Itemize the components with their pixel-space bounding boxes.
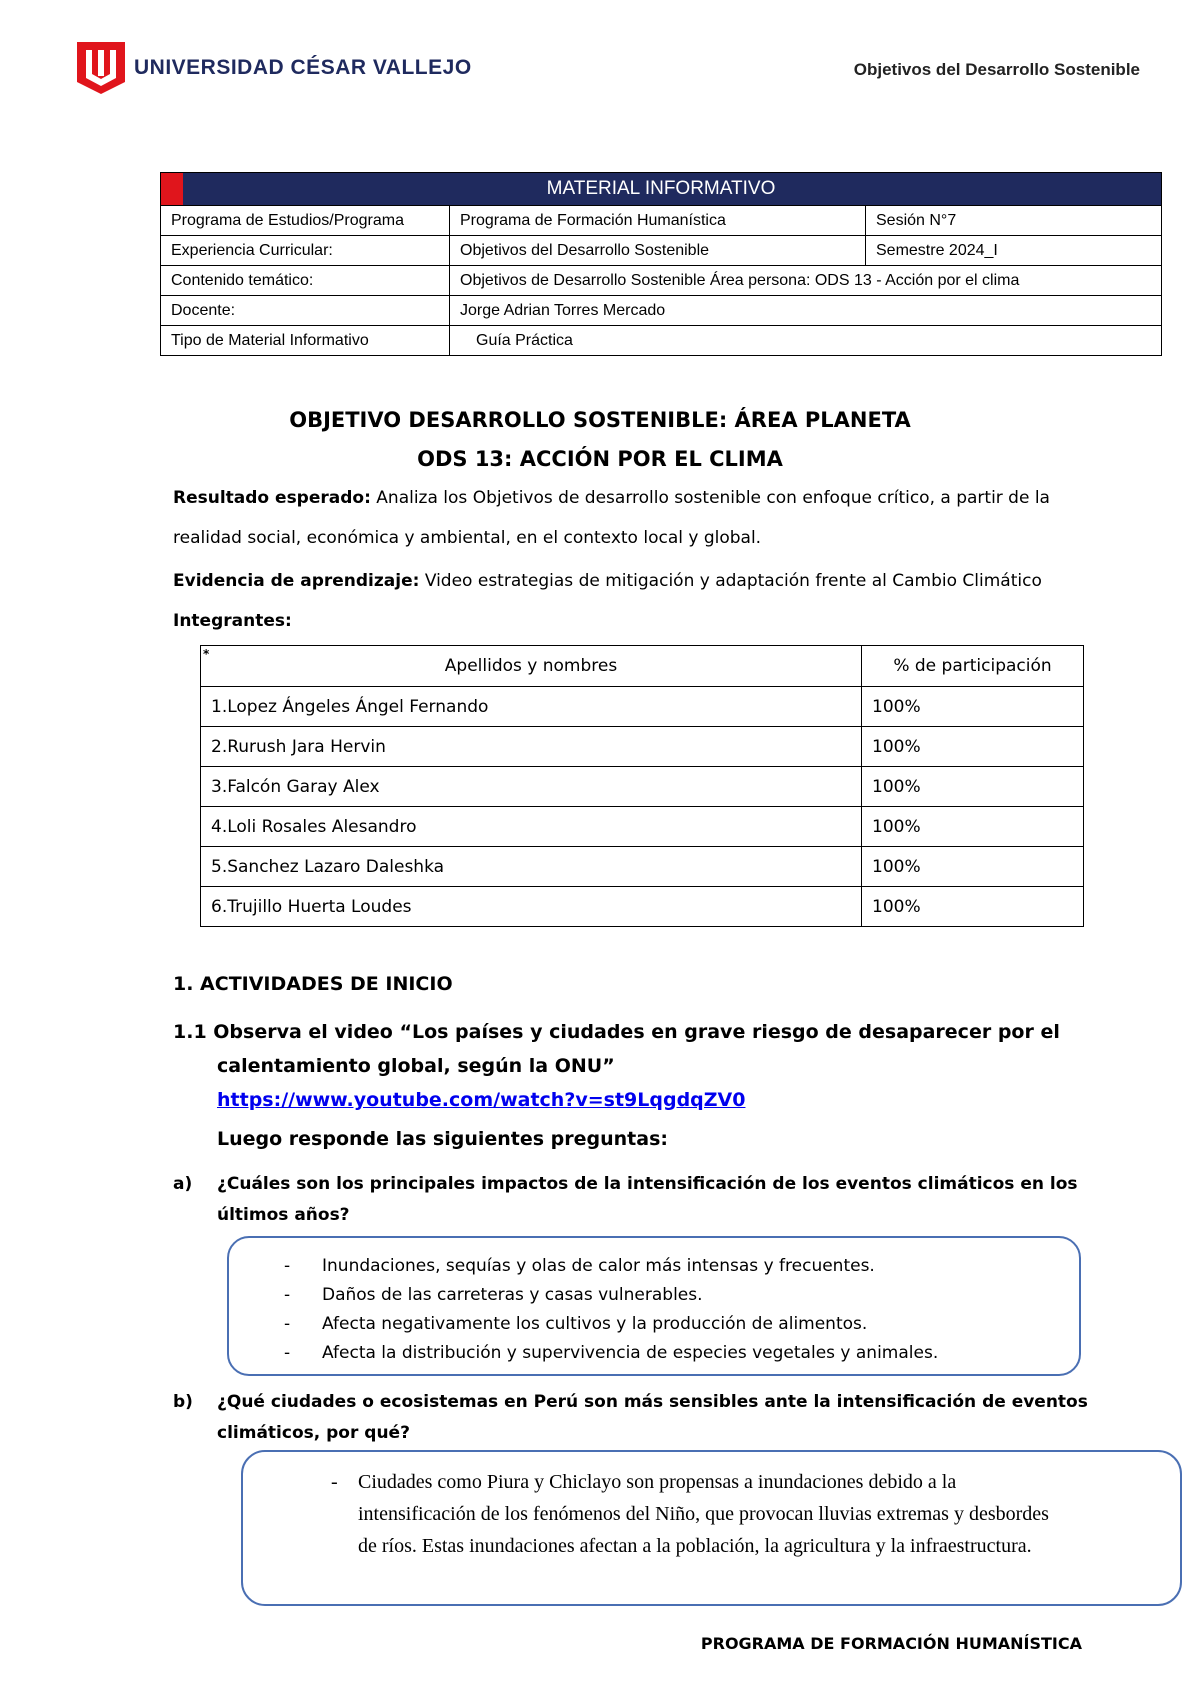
table-row xyxy=(201,687,1084,727)
member-name: 3.Falcón Garay Alex xyxy=(201,767,862,807)
table-row xyxy=(201,727,1084,767)
evidencia-label: Evidencia de aprendizaje: xyxy=(173,571,420,591)
list-item: - Daños de las carreteras y casas vulnerables. xyxy=(284,1281,1079,1310)
info-row-tipo xyxy=(161,326,1162,356)
info-cell: Experiencia Curricular: xyxy=(161,236,450,266)
resultado-paragraph xyxy=(173,478,1093,558)
question-b-label: b) xyxy=(173,1392,193,1412)
info-row-docente xyxy=(161,296,1162,326)
star-marker: * xyxy=(203,647,210,661)
question-a-line-1: ¿Cuáles son los principales impactos de la intensificación de los eventos climáticos en los xyxy=(217,1174,1078,1194)
info-cell: Contenido temático: xyxy=(161,266,450,296)
video-link[interactable]: https://www.youtube.com/watch?v=st9LqgdqZV0 xyxy=(217,1089,746,1111)
info-row-experiencia xyxy=(161,236,1162,266)
info-row-programa xyxy=(161,206,1162,236)
info-cell: Sesión N°7 xyxy=(866,206,1162,236)
document-title: OBJETIVO DESARROLLO SOSTENIBLE: ÁREA PLANETA xyxy=(289,408,911,432)
instructions-text: Luego responde las siguientes preguntas: xyxy=(217,1128,668,1150)
evidencia-text: Video estrategias de mitigación y adaptación frente al Cambio Climático xyxy=(419,571,1042,591)
member-percent: 100% xyxy=(862,847,1084,887)
question-a xyxy=(173,1169,1093,1231)
info-cell: Docente: xyxy=(161,296,450,326)
info-table-title xyxy=(161,173,1162,206)
info-cell: Programa de Formación Humanística xyxy=(450,206,866,236)
table-row xyxy=(201,847,1084,887)
answer-box-a xyxy=(227,1236,1081,1376)
member-percent: 100% xyxy=(862,887,1084,927)
header-name-text: Apellidos y nombres xyxy=(444,656,618,676)
answer-a-list xyxy=(229,1238,1079,1368)
question-b-line-1: ¿Qué ciudades o ecosistemas en Perú son más sensibles ante la intensificación de eventos xyxy=(217,1392,1088,1412)
member-percent: 100% xyxy=(862,727,1084,767)
question-a-label: a) xyxy=(173,1174,193,1194)
info-title-text: MATERIAL INFORMATIVO xyxy=(546,178,776,199)
document-subtitle: ODS 13: ACCIÓN POR EL CLIMA xyxy=(417,447,783,471)
university-name: UNIVERSIDAD CÉSAR VALLEJO xyxy=(134,56,472,79)
member-percent: 100% xyxy=(862,807,1084,847)
member-name: 1.Lopez Ángeles Ángel Fernando xyxy=(201,687,862,727)
university-logo-icon xyxy=(75,38,127,96)
question-b-line-2: climáticos, por qué? xyxy=(217,1423,410,1443)
list-item: - Afecta negativamente los cultivos y la producción de alimentos. xyxy=(284,1310,1079,1339)
answer-b-text: Ciudades como Piura y Chiclayo son propensas a inundaciones debido a la intensificación de los fenómenos del Niño, que provocan lluvias extremas y desbordes de ríos. Estas inundaciones afectan a la población, la agricultura y la infraestructura. xyxy=(358,1471,1049,1557)
info-cell: Guía Práctica xyxy=(450,326,1162,356)
red-marker xyxy=(161,173,183,205)
page-footer: PROGRAMA DE FORMACIÓN HUMANÍSTICA xyxy=(700,1634,1082,1653)
info-cell: Jorge Adrian Torres Mercado xyxy=(450,296,1162,326)
answer-b-paragraph xyxy=(243,1452,1058,1562)
resultado-text-1: Analiza los Objetivos de desarrollo sostenible con enfoque crítico, a partir de la xyxy=(370,488,1050,508)
subsection-line-2: calentamiento global, según la ONU” xyxy=(217,1055,615,1077)
subsection-line-1: 1.1 Observa el video “Los países y ciudades en grave riesgo de desaparecer por el xyxy=(173,1021,1060,1043)
subsection-heading xyxy=(173,1015,1073,1117)
member-percent: 100% xyxy=(862,767,1084,807)
answer-b-dash: - xyxy=(331,1471,338,1493)
info-cell: Semestre 2024_I xyxy=(866,236,1162,266)
header-title: Objetivos del Desarrollo Sostenible xyxy=(853,60,1140,79)
info-cell: Objetivos de Desarrollo Sostenible Área persona: ODS 13 - Acción por el clima xyxy=(450,266,1162,296)
integrantes-label-text: Integrantes: xyxy=(173,611,292,631)
members-header-percent: % de participación xyxy=(862,646,1084,687)
info-table xyxy=(160,172,1162,356)
info-cell: Objetivos del Desarrollo Sostenible xyxy=(450,236,866,266)
list-item: - Afecta la distribución y supervivencia de especies vegetales y animales. xyxy=(284,1339,1079,1368)
table-row xyxy=(201,887,1084,927)
members-header-name xyxy=(201,646,862,687)
member-name: 5.Sanchez Lazaro Daleshka xyxy=(201,847,862,887)
member-name: 6.Trujillo Huerta Loudes xyxy=(201,887,862,927)
list-item: - Inundaciones, sequías y olas de calor más intensas y frecuentes. xyxy=(284,1252,1079,1281)
answer-box-b xyxy=(241,1450,1182,1606)
info-row-contenido xyxy=(161,266,1162,296)
evidencia-paragraph xyxy=(173,561,1093,601)
member-name: 4.Loli Rosales Alesandro xyxy=(201,807,862,847)
section-title: 1. ACTIVIDADES DE INICIO xyxy=(173,973,453,995)
table-row xyxy=(201,767,1084,807)
resultado-text-2: realidad social, económica y ambiental, en el contexto local y global. xyxy=(173,528,762,548)
member-name: 2.Rurush Jara Hervin xyxy=(201,727,862,767)
info-cell: Tipo de Material Informativo xyxy=(161,326,450,356)
member-percent: 100% xyxy=(862,687,1084,727)
question-b xyxy=(173,1387,1093,1449)
members-header-row xyxy=(201,646,1084,687)
resultado-label: Resultado esperado: xyxy=(173,488,371,508)
members-table xyxy=(200,645,1084,927)
question-a-line-2: últimos años? xyxy=(217,1205,350,1225)
table-row xyxy=(201,807,1084,847)
info-cell: Programa de Estudios/Programa xyxy=(161,206,450,236)
integrantes-label xyxy=(173,601,1093,641)
